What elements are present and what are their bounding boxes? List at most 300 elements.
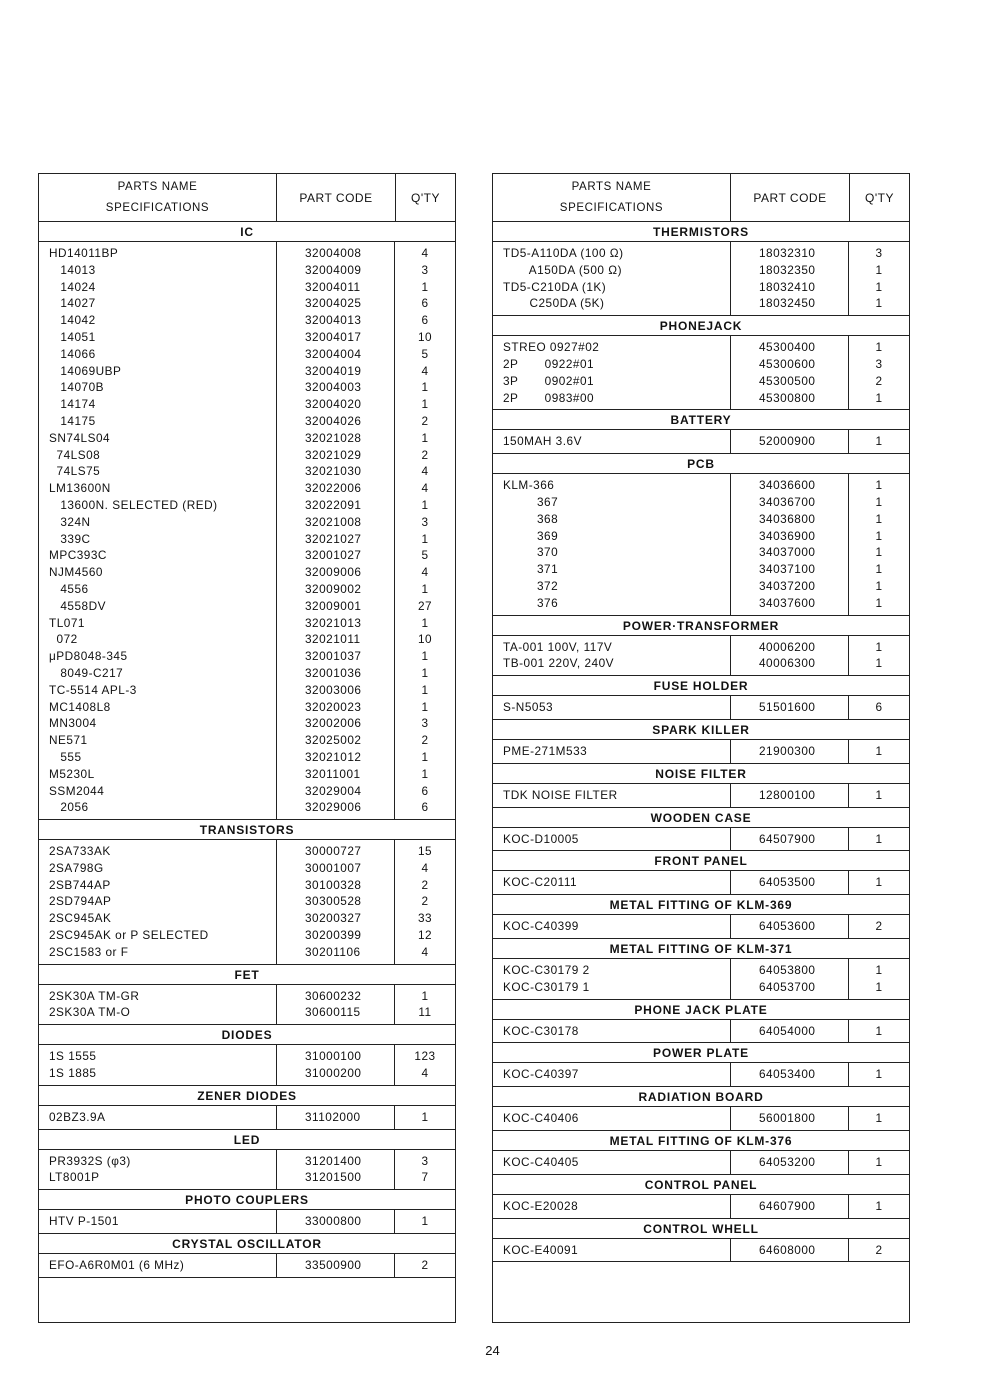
part-name: C250DA (5K)	[503, 296, 605, 311]
part-name: LM13600N	[49, 481, 111, 496]
part-name: 14066	[49, 346, 96, 361]
part-name: 150MAH 3.6V	[503, 434, 582, 449]
parts-table-right	[492, 173, 910, 1323]
part-name: 368	[503, 511, 559, 526]
parts-name-column	[39, 985, 277, 1025]
part-code: 32004025	[305, 296, 362, 311]
part-code: 32021012	[305, 749, 362, 764]
part-code-column	[731, 1151, 849, 1174]
part-code: 18032350	[759, 262, 816, 277]
section-rows	[39, 1045, 455, 1086]
parts-table-left	[38, 173, 456, 1323]
part-code: 30001007	[305, 860, 362, 875]
section-rows	[493, 1020, 909, 1044]
part-code: 32021013	[305, 615, 362, 630]
part-name: MC1408L8	[49, 699, 111, 714]
part-qty: 2	[875, 919, 883, 934]
part-qty: 4	[421, 565, 429, 580]
section-title: PCB	[493, 454, 909, 474]
page-number: 24	[485, 1343, 500, 1358]
part-qty: 1	[875, 1198, 883, 1213]
parts-name-column	[493, 871, 731, 894]
qty-heading: Q'TY	[865, 190, 894, 205]
part-qty: 1	[421, 988, 429, 1003]
qty-heading: Q'TY	[411, 190, 440, 205]
section-rows	[493, 740, 909, 764]
part-code-column	[731, 915, 849, 938]
part-qty: 11	[418, 1005, 432, 1020]
qty-column	[849, 1195, 909, 1218]
part-code: 30000727	[305, 844, 362, 859]
part-code: 32022091	[305, 497, 362, 512]
qty-column	[849, 784, 909, 807]
part-code: 45300400	[759, 340, 816, 355]
section-rows	[493, 959, 909, 1000]
part-code-column	[731, 1195, 849, 1218]
part-name: 2SC945AK or P SELECTED	[49, 928, 209, 943]
part-qty: 1	[875, 528, 883, 543]
part-code: 33500900	[305, 1258, 362, 1273]
section-rows	[493, 636, 909, 677]
qty-column	[849, 915, 909, 938]
section-rows	[493, 915, 909, 939]
part-name: A150DA (500 Ω)	[503, 262, 622, 277]
part-qty: 1	[421, 682, 429, 697]
qty-column	[395, 242, 455, 819]
part-name: KOC-E40091	[503, 1242, 579, 1257]
part-code-column	[731, 1239, 849, 1262]
part-name: 74LS08	[49, 447, 101, 462]
qty-column	[395, 1254, 455, 1277]
parts-name-column	[39, 840, 277, 964]
part-qty: 1	[875, 1067, 883, 1082]
part-name: LT8001P	[49, 1170, 100, 1185]
part-code-column	[277, 1045, 395, 1085]
part-name: NE571	[49, 733, 88, 748]
part-code: 34036600	[759, 478, 816, 493]
part-qty: 6	[421, 800, 429, 815]
part-qty: 1	[875, 578, 883, 593]
part-name: 14042	[49, 313, 96, 328]
part-qty: 1	[875, 562, 883, 577]
qty-column	[849, 1107, 909, 1130]
part-code-column	[731, 784, 849, 807]
part-code: 45300600	[759, 356, 816, 371]
part-name: S-N5053	[503, 700, 554, 715]
part-name: KOC-E20028	[503, 1198, 579, 1213]
part-qty: 1	[421, 581, 429, 596]
section-rows	[493, 784, 909, 808]
part-qty: 1	[875, 296, 883, 311]
part-code: 56001800	[759, 1111, 816, 1126]
qty-column	[849, 740, 909, 763]
qty-column	[395, 1150, 455, 1190]
section-title: FUSE HOLDER	[493, 676, 909, 696]
qty-column	[849, 242, 909, 315]
part-code: 18032450	[759, 296, 816, 311]
part-name: 4558DV	[49, 598, 106, 613]
part-code-column	[277, 1150, 395, 1190]
parts-name-column	[39, 1150, 277, 1190]
part-code-column	[277, 242, 395, 819]
part-name: 2P 0983#00	[503, 390, 595, 405]
part-qty: 3	[421, 262, 429, 277]
part-code: 32021027	[305, 531, 362, 546]
part-name: 1S 1885	[49, 1066, 97, 1081]
part-code: 40006200	[759, 639, 816, 654]
qty-column	[395, 840, 455, 964]
part-name: 02BZ3.9A	[49, 1109, 106, 1124]
part-code-column	[731, 871, 849, 894]
part-code: 30300528	[305, 894, 362, 909]
specifications-heading: SPECIFICATIONS	[105, 201, 210, 214]
part-name: KOC-C40397	[503, 1067, 579, 1082]
part-qty: 4	[421, 1066, 429, 1081]
part-name: 2SA733AK	[49, 844, 111, 859]
part-code: 31000200	[305, 1066, 362, 1081]
part-code-column	[731, 430, 849, 453]
qty-column	[849, 696, 909, 719]
part-name: NJM4560	[49, 565, 103, 580]
section-rows	[493, 430, 909, 454]
parts-name-heading: PARTS NAME	[571, 181, 652, 194]
part-code: 34037000	[759, 545, 816, 560]
part-code: 32025002	[305, 733, 362, 748]
parts-name-column	[493, 1063, 731, 1086]
section-title: NOISE FILTER	[493, 764, 909, 784]
part-qty: 2	[421, 1258, 429, 1273]
part-name: μPD8048-345	[49, 649, 128, 664]
part-qty: 1	[875, 979, 883, 994]
part-name: TDK NOISE FILTER	[503, 787, 618, 802]
part-code-column	[277, 1106, 395, 1129]
parts-name-column	[39, 242, 277, 819]
parts-name-column	[493, 1107, 731, 1130]
part-code: 64053700	[759, 979, 816, 994]
part-name: PR3932S (φ3)	[49, 1153, 131, 1168]
part-qty: 27	[417, 598, 433, 613]
part-name: 14027	[49, 296, 96, 311]
part-code-column	[731, 959, 849, 999]
qty-column	[849, 959, 909, 999]
part-code: 32020023	[305, 699, 362, 714]
part-qty: 1	[421, 279, 429, 294]
part-code: 32029004	[305, 783, 362, 798]
part-qty: 1	[875, 962, 883, 977]
section-rows	[493, 1239, 909, 1263]
part-name: KOC-C30179 1	[503, 979, 590, 994]
part-code: 64053400	[759, 1067, 816, 1082]
part-code: 32009006	[305, 565, 362, 580]
parts-name-column	[39, 1106, 277, 1129]
parts-name-heading: PARTS NAME	[117, 181, 198, 194]
section-title: PHONE JACK PLATE	[493, 1000, 909, 1020]
part-code: 32001037	[305, 649, 362, 664]
part-name: 2SA798G	[49, 860, 104, 875]
section-rows	[493, 1151, 909, 1175]
part-name: SN74LS04	[49, 430, 111, 445]
part-name: 8049-C217	[49, 665, 124, 680]
part-qty: 10	[417, 632, 433, 647]
qty-column	[849, 636, 909, 676]
part-qty: 5	[421, 548, 429, 563]
part-code: 64053500	[759, 875, 816, 890]
part-qty: 4	[421, 464, 429, 479]
part-qty: 1	[421, 497, 429, 512]
part-name: STREO 0927#02	[503, 340, 600, 355]
part-qty: 1	[421, 531, 429, 546]
part-qty: 6	[421, 313, 429, 328]
part-qty: 1	[875, 340, 883, 355]
part-code-column	[731, 474, 849, 614]
part-name: 13600N. SELECTED (RED)	[49, 497, 218, 512]
part-name: 14070B	[49, 380, 105, 395]
part-code: 30200327	[305, 911, 362, 926]
section-title: FET	[39, 965, 455, 985]
part-code: 21900300	[759, 743, 816, 758]
part-name: PME-271M533	[503, 743, 588, 758]
section-rows	[39, 1210, 455, 1234]
section-title: METAL FITTING OF KLM-371	[493, 939, 909, 959]
part-name: KOC-C40405	[503, 1154, 579, 1169]
part-qty: 1	[875, 262, 883, 277]
part-qty: 2	[875, 1242, 883, 1257]
part-name: 14175	[49, 413, 96, 428]
part-name: 2SC1583 or F	[49, 944, 129, 959]
parts-name-column	[493, 636, 731, 676]
part-qty: 2	[421, 447, 429, 462]
section-title: IC	[39, 222, 455, 242]
part-code-column	[731, 740, 849, 763]
part-code-column	[277, 840, 395, 964]
parts-name-column	[39, 1254, 277, 1277]
part-qty: 1	[875, 511, 883, 526]
parts-name-column	[493, 474, 731, 614]
part-code-heading: PART CODE	[731, 174, 850, 221]
part-code: 32002006	[305, 716, 362, 731]
part-qty: 2	[421, 894, 429, 909]
part-code-column	[731, 1063, 849, 1086]
part-qty: 123	[414, 1049, 436, 1064]
part-code: 32009001	[305, 598, 362, 613]
part-code: 33000800	[305, 1214, 362, 1229]
part-qty: 1	[875, 743, 883, 758]
section-rows	[493, 474, 909, 615]
section-title: CONTROL PANEL	[493, 1175, 909, 1195]
section-rows	[39, 1150, 455, 1191]
section-rows	[493, 1195, 909, 1219]
part-code-heading: PART CODE	[277, 174, 396, 221]
section-title: CONTROL WHELL	[493, 1219, 909, 1239]
part-qty: 4	[421, 246, 429, 260]
part-name: 14051	[49, 329, 96, 344]
part-qty: 4	[421, 363, 429, 378]
part-code: 32021029	[305, 447, 362, 462]
part-name: 14069UBP	[49, 363, 122, 378]
part-code: 45300500	[759, 373, 816, 388]
part-qty: 1	[421, 665, 429, 680]
part-name: TD5-A110DA (100 Ω)	[503, 246, 624, 260]
part-code-column	[731, 636, 849, 676]
part-qty: 5	[421, 346, 429, 361]
part-qty: 1	[875, 787, 883, 802]
part-code: 32001027	[305, 548, 362, 563]
part-name: TL071	[49, 615, 85, 630]
part-code: 32021028	[305, 430, 362, 445]
part-qty: 1	[875, 1023, 883, 1038]
section-rows	[493, 242, 909, 316]
part-code: 64054000	[759, 1023, 816, 1038]
part-qty: 1	[421, 1214, 429, 1229]
part-name: KOC-C40399	[503, 919, 579, 934]
section-rows	[493, 1107, 909, 1131]
parts-name-column	[39, 1045, 277, 1085]
part-code: 64053800	[759, 962, 816, 977]
part-code: 64608000	[759, 1242, 816, 1257]
qty-column	[849, 430, 909, 453]
part-code: 31000100	[305, 1049, 362, 1064]
section-rows	[39, 985, 455, 1026]
part-code: 31201400	[305, 1153, 362, 1168]
part-qty: 1	[421, 615, 429, 630]
section-title: THERMISTORS	[493, 222, 909, 242]
parts-table-body	[493, 222, 909, 1262]
part-name: 14174	[49, 397, 96, 412]
part-qty: 4	[421, 860, 429, 875]
parts-name-column	[493, 828, 731, 851]
part-qty: 3	[875, 246, 883, 260]
part-code: 32004013	[305, 313, 362, 328]
parts-name-column	[493, 740, 731, 763]
part-code: 32009002	[305, 581, 362, 596]
section-title: LED	[39, 1130, 455, 1150]
part-qty: 1	[875, 875, 883, 890]
parts-name-column	[493, 242, 731, 315]
part-code-column	[277, 985, 395, 1025]
part-qty: 1	[421, 749, 429, 764]
part-name: 4556	[49, 581, 89, 596]
part-qty: 1	[421, 1109, 429, 1124]
part-qty: 10	[417, 329, 433, 344]
part-code: 31201500	[305, 1170, 362, 1185]
part-code: 32011001	[305, 766, 361, 781]
part-name: KOC-C20111	[503, 875, 578, 890]
table-header	[493, 174, 909, 222]
part-code: 32004020	[305, 397, 362, 412]
part-code: 32003006	[305, 682, 362, 697]
parts-name-column	[493, 1151, 731, 1174]
part-code: 52000900	[759, 434, 816, 449]
section-title: ZENER DIODES	[39, 1086, 455, 1106]
section-title: PHOTO COUPLERS	[39, 1190, 455, 1210]
part-code: 34037100	[759, 562, 816, 577]
part-name: KLM-366	[503, 478, 555, 493]
part-qty: 1	[875, 545, 883, 560]
section-title: BATTERY	[493, 410, 909, 430]
part-code: 32004003	[305, 380, 362, 395]
part-code: 32021030	[305, 464, 362, 479]
part-code-column	[277, 1254, 395, 1277]
qty-column	[395, 985, 455, 1025]
part-name: KOC-D10005	[503, 831, 579, 846]
part-qty: 1	[875, 595, 883, 610]
part-qty: 3	[875, 356, 883, 371]
part-qty: 1	[421, 380, 429, 395]
part-code-column	[731, 828, 849, 851]
part-name: 555	[49, 749, 82, 764]
qty-column	[849, 871, 909, 894]
qty-column	[849, 828, 909, 851]
section-title: CRYSTAL OSCILLATOR	[39, 1234, 455, 1254]
part-qty: 6	[875, 700, 883, 715]
part-code: 40006300	[759, 656, 816, 671]
part-qty: 1	[875, 831, 883, 846]
part-code-column	[731, 696, 849, 719]
part-qty: 1	[875, 494, 883, 509]
part-name: 2SC945AK	[49, 911, 112, 926]
part-name: TC-5514 APL-3	[49, 682, 137, 697]
specifications-heading: SPECIFICATIONS	[559, 201, 664, 214]
part-qty: 1	[875, 1111, 883, 1126]
parts-name-column	[493, 1020, 731, 1043]
part-qty: 1	[875, 478, 883, 493]
section-rows	[39, 840, 455, 965]
part-code: 32001036	[305, 665, 362, 680]
part-code: 31102000	[305, 1109, 361, 1124]
qty-column	[849, 1239, 909, 1262]
table-header	[39, 174, 455, 222]
part-code: 32004009	[305, 262, 362, 277]
part-code: 32004019	[305, 363, 362, 378]
part-code: 32004026	[305, 413, 362, 428]
part-qty: 1	[875, 656, 883, 671]
part-code: 32022006	[305, 481, 362, 496]
part-code: 34037600	[759, 595, 816, 610]
qty-column	[849, 1020, 909, 1043]
part-qty: 1	[875, 1154, 883, 1169]
part-code-column	[731, 336, 849, 409]
parts-name-column	[493, 430, 731, 453]
section-title: METAL FITTING OF KLM-376	[493, 1131, 909, 1151]
part-name: KOC-C40406	[503, 1111, 579, 1126]
parts-name-column	[493, 784, 731, 807]
part-qty: 1	[875, 639, 883, 654]
part-qty: 1	[421, 649, 429, 664]
part-code: 32004008	[305, 246, 362, 260]
qty-column	[395, 1045, 455, 1085]
part-name: 324N	[49, 514, 91, 529]
section-title: FRONT PANEL	[493, 851, 909, 871]
part-code: 30100328	[305, 877, 362, 892]
part-name: 3P 0902#01	[503, 373, 595, 388]
part-qty: 2	[421, 877, 429, 892]
part-code: 32021008	[305, 514, 362, 529]
section-title: POWER PLATE	[493, 1043, 909, 1063]
parts-name-column	[493, 959, 731, 999]
part-name: 2SD794AP	[49, 894, 112, 909]
part-code: 32004004	[305, 346, 362, 361]
part-name: KOC-C30179 2	[503, 962, 590, 977]
qty-column	[395, 1106, 455, 1129]
part-name: 370	[503, 545, 559, 560]
part-code: 64507900	[759, 831, 816, 846]
part-qty: 1	[421, 397, 429, 412]
part-qty: 1	[875, 279, 883, 294]
part-qty: 1	[421, 766, 429, 781]
part-code: 12800100	[759, 787, 816, 802]
part-qty: 33	[417, 911, 433, 926]
qty-column	[849, 474, 909, 614]
